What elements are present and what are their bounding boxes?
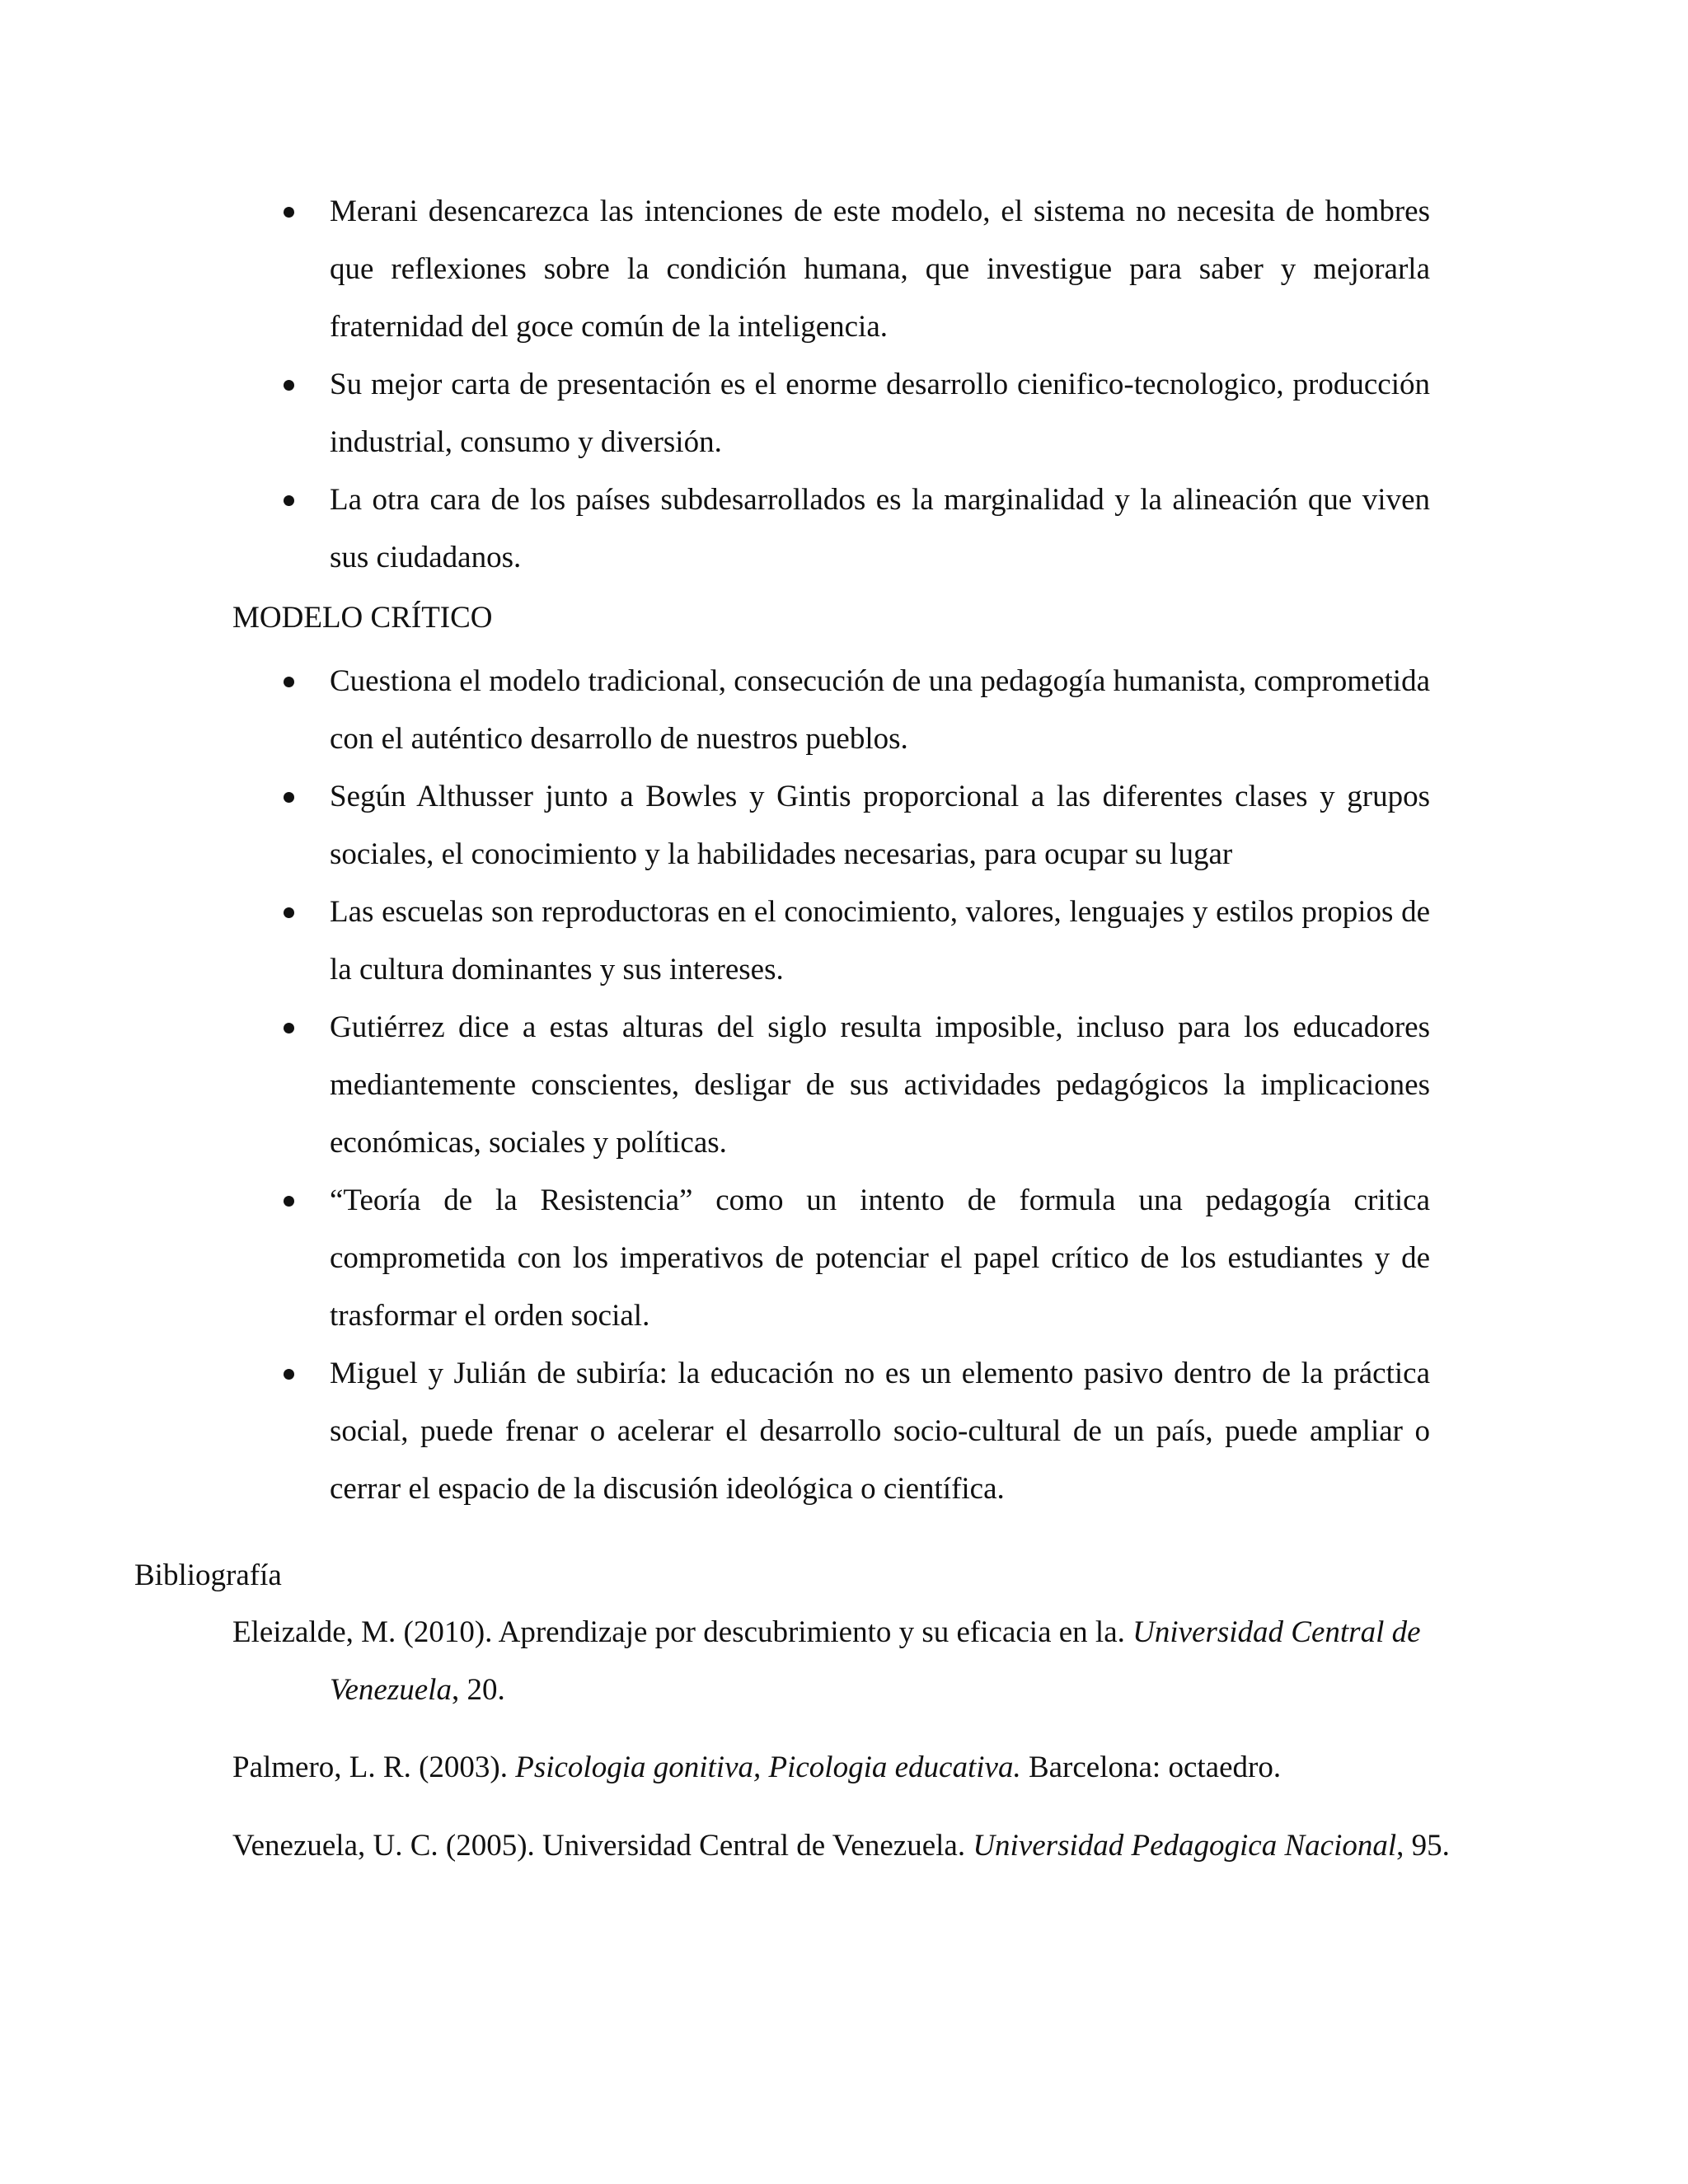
list-item-text: Gutiérrez dice a estas alturas del siglo resulta imposible, incluso para los educadores mediantemente conscientes, desligar de sus actividades pedagógicos la implicaciones económicas, sociales y políticas.	[330, 1010, 1430, 1160]
bullet-icon	[280, 183, 313, 241]
bibliography-entry	[232, 1739, 1479, 1797]
reference-tail: , 20.	[451, 1673, 505, 1707]
bullet-icon	[280, 768, 313, 826]
list-item	[280, 356, 1430, 471]
bullet-icon	[280, 883, 313, 941]
reference-text: Palmero, L. R. (2003).	[232, 1750, 516, 1784]
list-item	[280, 653, 1430, 768]
bullet-icon	[280, 471, 313, 529]
reference-tail: , 95.	[1396, 1829, 1450, 1863]
bibliography-heading: Bibliografía	[134, 1558, 282, 1592]
reference-source: Universidad Central de Venezuela	[330, 1615, 1421, 1707]
bullet-list-intro	[280, 183, 1430, 587]
list-item	[280, 471, 1430, 587]
reference-tail: Barcelona: octaedro.	[1020, 1750, 1282, 1784]
list-item	[280, 999, 1430, 1172]
bullet-icon	[280, 1345, 313, 1403]
list-item-text: La otra cara de los países subdesarrollados es la marginalidad y la alineación que viven sus ciudadanos.	[330, 483, 1430, 574]
list-item-text: Cuestiona el modelo tradicional, consecución de una pedagogía humanista, comprometida con el auténtico desarrollo de nuestros pueblos.	[330, 664, 1430, 756]
list-item-text: Según Althusser junto a Bowles y Gintis proporcional a las diferentes clases y grupos sociales, el conocimiento y la habilidades necesarias, para ocupar su lugar	[330, 780, 1430, 871]
reference-source: Psicologia gonitiva, Picologia educativa.	[515, 1750, 1021, 1784]
bibliography-entry	[232, 1817, 1479, 1875]
list-item	[280, 183, 1430, 356]
list-item-text: Su mejor carta de presentación es el enorme desarrollo cienifico-tecnologico, producción industrial, consumo y diversión.	[330, 368, 1430, 459]
list-item-text: “Teoría de la Resistencia” como un intento de formula una pedagogía critica comprometida con los imperativos de potenciar el papel crítico de los estudiantes y de trasformar el orden social.	[330, 1183, 1430, 1333]
section-heading: MODELO CRÍTICO	[232, 601, 493, 635]
bibliography-entry	[232, 1604, 1479, 1719]
list-item-text: Miguel y Julián de subiría: la educación no es un elemento pasivo dentro de la práctica social, puede frenar o acelerar el desarrollo socio-cultural de un país, puede ampliar o cerrar el espacio de la discusión ideológica o científica.	[330, 1357, 1430, 1506]
reference-text: Venezuela, U. C. (2005). Universidad Central de Venezuela.	[232, 1829, 973, 1863]
reference-text: Eleizalde, M. (2010). Aprendizaje por descubrimiento y su eficacia en la.	[232, 1615, 1133, 1649]
bullet-icon	[280, 356, 313, 414]
list-item	[280, 1345, 1430, 1518]
bullet-list-critico	[280, 653, 1430, 1518]
list-item-text: Las escuelas son reproductoras en el conocimiento, valores, lenguajes y estilos propios de la cultura dominantes y sus intereses.	[330, 895, 1430, 987]
bullet-icon	[280, 999, 313, 1057]
reference-source: Universidad Pedagogica Nacional	[973, 1829, 1397, 1863]
list-item	[280, 883, 1430, 999]
bullet-icon	[280, 653, 313, 710]
list-item	[280, 768, 1430, 883]
list-item-text: Merani desencarezca las intenciones de este modelo, el sistema no necesita de hombres que reflexiones sobre la condición humana, que investigue para saber y mejorarla fraternidad del goce común de la inteligencia.	[330, 194, 1430, 344]
list-item	[280, 1172, 1430, 1345]
bullet-icon	[280, 1172, 313, 1230]
